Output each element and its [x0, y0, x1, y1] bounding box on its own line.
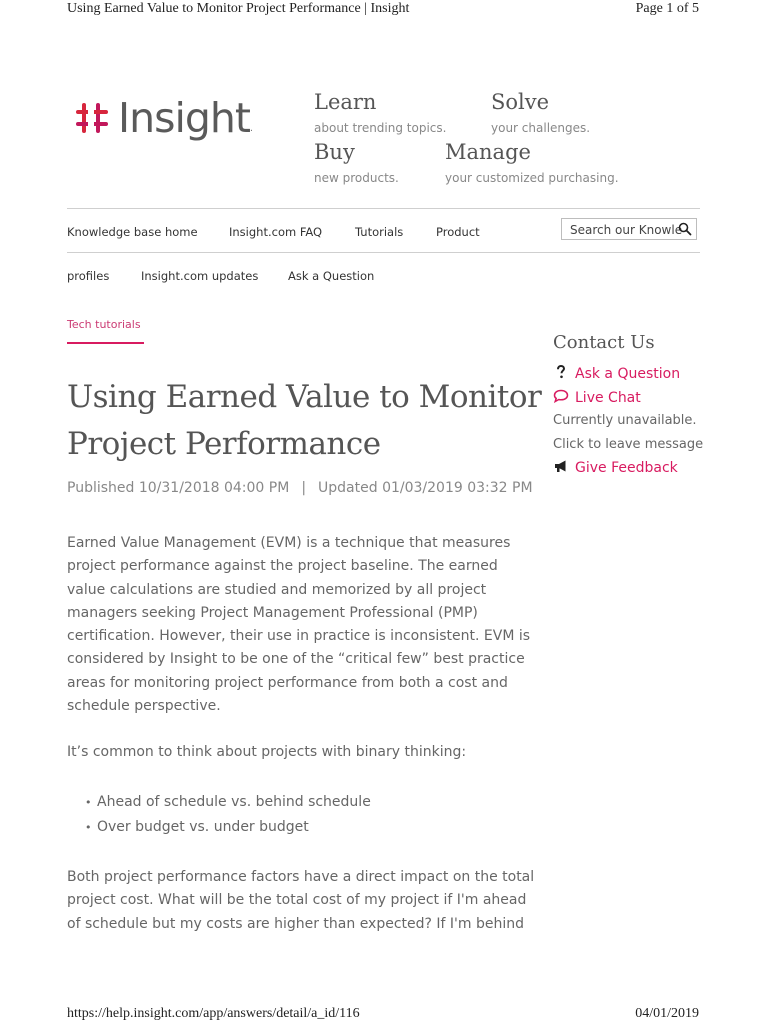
menu-learn-title[interactable]: Learn	[314, 90, 377, 114]
nav-tutorials[interactable]: Tutorials	[355, 225, 404, 239]
print-footer-date: 04/01/2019	[635, 1006, 699, 1021]
ask-question-link[interactable]	[553, 365, 680, 383]
nav-ask-question[interactable]: Ask a Question	[288, 269, 375, 283]
live-chat-link[interactable]	[553, 389, 641, 407]
give-feedback-link[interactable]	[553, 459, 678, 477]
ask-question-label: Ask a Question	[575, 366, 681, 382]
print-header-page: Page 1 of 5	[635, 1, 699, 16]
article-paragraph: Earned Value Management (EVM) is a technique that measures project performance against the project baseline. The earned value calculations are studied and memorized by all project managers seeking Project Management Professional (PMP) certification. However, their use in practice is inconsistent. EVM is considered by Insight to be one of the “critical few” best practice areas for monitoring project performance from both a cost and schedule perspective.	[67, 535, 531, 715]
knowledge-search-box	[561, 218, 697, 240]
menu-buy-title[interactable]: Buy	[314, 140, 355, 164]
nav-product[interactable]: Product	[436, 225, 480, 239]
chat-bubble-icon	[553, 389, 569, 407]
insight-logo[interactable]	[74, 94, 253, 142]
updated-date: Updated 01/03/2019 03:32 PM	[318, 480, 533, 496]
article-title: Using Earned Value to Monitor Project Performance	[67, 379, 542, 462]
nav-divider	[67, 252, 700, 253]
article-paragraph: It’s common to think about projects with binary thinking:	[67, 744, 467, 760]
menu-solve-sub[interactable]: your challenges.	[491, 121, 591, 135]
menu-manage-sub[interactable]: your customized purchasing.	[445, 171, 619, 185]
contact-us-heading: Contact Us	[553, 332, 655, 353]
menu-manage-title[interactable]: Manage	[445, 140, 531, 164]
print-header-title: Using Earned Value to Monitor Project Performance | Insight	[67, 1, 410, 16]
article-bullet-list	[67, 790, 537, 840]
nav-insight-updates[interactable]: Insight.com updates	[141, 269, 259, 283]
leave-message-link[interactable]: Click to leave message	[553, 437, 704, 452]
insight-logo-mark	[74, 101, 110, 135]
meta-separator: |	[301, 480, 307, 496]
chat-status-text: Currently unavailable.	[553, 413, 697, 428]
search-icon[interactable]	[678, 222, 692, 236]
menu-learn-sub[interactable]: about trending topics.	[314, 121, 447, 135]
breadcrumb-underline	[67, 342, 144, 344]
print-footer-url: https://help.insight.com/app/answers/detail/a_id/116	[67, 1006, 360, 1021]
article-meta	[67, 480, 533, 496]
nav-insight-faq[interactable]: Insight.com FAQ	[229, 225, 323, 239]
menu-solve-title[interactable]: Solve	[491, 90, 550, 114]
question-icon	[553, 365, 569, 383]
menu-buy-sub[interactable]: new products.	[314, 171, 399, 185]
logo-reg-mark: .	[249, 123, 254, 134]
breadcrumb-tech-tutorials[interactable]: Tech tutorials	[67, 318, 141, 331]
live-chat-label: Live Chat	[575, 390, 641, 406]
published-date: Published 10/31/2018 04:00 PM	[67, 480, 290, 496]
nav-product-profiles[interactable]: profiles	[67, 269, 110, 283]
header-divider	[67, 208, 700, 209]
megaphone-icon	[553, 459, 569, 477]
nav-knowledge-base-home[interactable]: Knowledge base home	[67, 225, 198, 239]
give-feedback-label: Give Feedback	[575, 460, 678, 476]
article-paragraph: Both project performance factors have a direct impact on the total project cost. What will be the total cost of my project if I'm ahead of schedule but my costs are higher than expected? If I'm behind	[67, 869, 535, 932]
list-item: • Over budget vs. under budget	[67, 815, 537, 840]
list-item: • Ahead of schedule vs. behind schedule	[67, 790, 537, 815]
logo-wordmark: Insight	[118, 94, 250, 142]
search-input[interactable]	[562, 220, 682, 240]
